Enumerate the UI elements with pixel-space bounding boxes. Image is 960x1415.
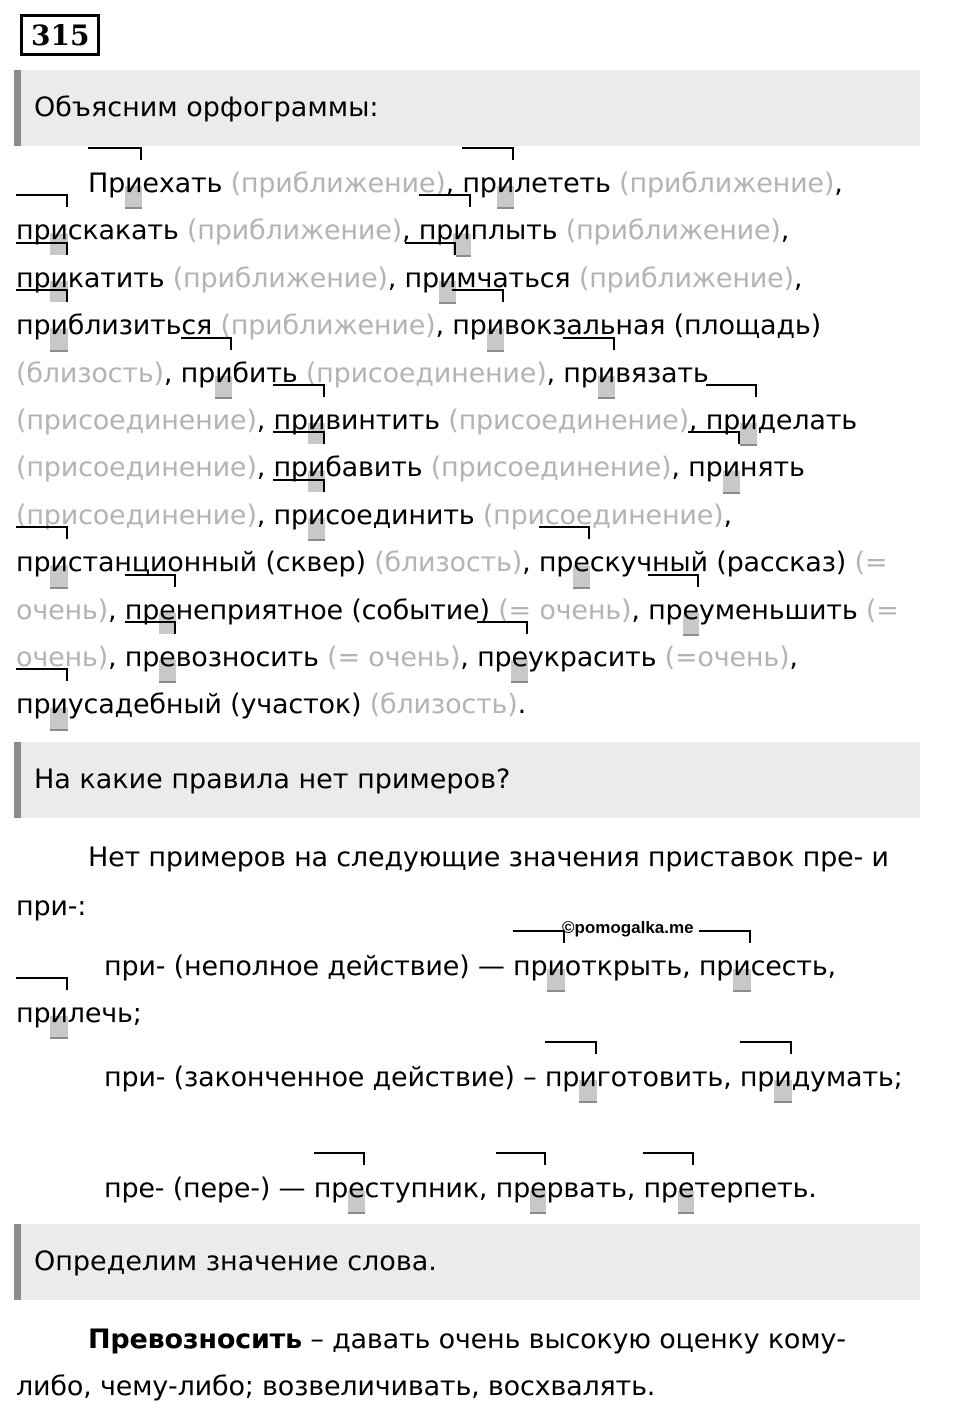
meaning-note: (=очень)	[656, 642, 790, 674]
highlighted-vowel: и	[50, 681, 67, 728]
highlighted-vowel: и	[308, 492, 325, 539]
prefix-word	[88, 160, 222, 207]
plain-text: ,	[107, 594, 125, 626]
prefix-start: пр	[739, 1062, 775, 1093]
meaning-note: (= очень)	[16, 547, 888, 626]
prefix-start: пр	[16, 998, 51, 1029]
meaning-note: (присоединение)	[422, 452, 672, 484]
prefix-start: пр	[477, 642, 512, 674]
word-rest: сесть	[750, 951, 828, 982]
plain-text: (событие)	[342, 594, 499, 626]
word-rest: неприятное	[175, 594, 343, 626]
prefix-start: пр	[513, 951, 548, 982]
plain-text: при- (законченное действие) –	[104, 1062, 545, 1093]
prefix-start: пр	[16, 215, 51, 247]
plain-text: ,	[682, 951, 699, 982]
word-rest: нять	[739, 452, 805, 484]
plain-text: ,	[445, 168, 463, 199]
prefix-word	[545, 1054, 723, 1101]
meaning-note: (приближение)	[178, 215, 402, 247]
plain-text: ,	[671, 452, 689, 484]
word-rest: плыть	[470, 215, 558, 247]
word-rest: скакать	[67, 215, 179, 247]
meaning-note: (приближение)	[164, 262, 388, 294]
prefix-word	[125, 634, 319, 681]
exercise-number: 315	[20, 14, 100, 56]
highlighted-vowel: и	[125, 160, 142, 207]
no-examples-text: Нет примеров на следующие значения приставок пре- и при-:	[16, 842, 889, 922]
plain-text: .	[517, 689, 526, 721]
plain-text: (участок)	[221, 689, 370, 721]
word-rest: готовить	[596, 1062, 724, 1093]
section-header-meaning: Определим значение слова.	[14, 1224, 920, 1300]
plain-text: ,	[789, 642, 798, 674]
plain-text: ;	[893, 1062, 903, 1093]
prefix-word	[699, 943, 828, 990]
meaning-note: (приближение)	[222, 168, 446, 199]
plain-text: ;	[132, 998, 142, 1029]
word-rest: возносить	[175, 642, 319, 674]
meaning-note: (приближение)	[557, 215, 781, 247]
prefix-start: Пр	[88, 168, 126, 199]
meaning-note: (= очень)	[318, 642, 461, 674]
highlighted-vowel: е	[678, 1165, 694, 1212]
plain-text: ,	[435, 310, 453, 342]
highlighted-vowel: и	[215, 350, 232, 397]
highlighted-vowel: е	[530, 1165, 546, 1212]
highlighted-vowel: и	[497, 160, 514, 207]
word-rest: соединить	[325, 499, 475, 531]
word-rest: вокзальная	[504, 310, 666, 342]
plain-text: ,	[827, 951, 836, 982]
plain-text: (рассказ)	[707, 547, 855, 579]
meaning-note: (приближение)	[570, 262, 794, 294]
prefix-word	[563, 350, 708, 397]
highlighted-vowel: и	[453, 207, 470, 254]
highlighted-vowel: и	[740, 397, 757, 444]
plain-text: ,	[626, 1173, 644, 1204]
plain-text: ,	[107, 642, 125, 674]
highlighted-vowel: е	[683, 587, 699, 634]
plain-text: ,	[478, 1173, 496, 1204]
prefix-word	[496, 1165, 627, 1212]
word-rest: ступник	[364, 1173, 479, 1204]
plain-text: ,	[723, 1062, 740, 1093]
highlighted-vowel: и	[487, 302, 504, 349]
meaning-note: (присоединение)	[297, 357, 547, 389]
definition-term: Превозносить	[88, 1324, 303, 1355]
prefix-start: пр	[273, 452, 308, 484]
word-rest: бить	[232, 357, 298, 389]
word-rest: близиться	[67, 310, 213, 342]
highlighted-vowel: е	[159, 634, 175, 681]
prefix-word	[477, 634, 656, 681]
plain-text: .	[808, 1173, 817, 1204]
highlighted-vowel: и	[308, 397, 325, 444]
plain-text: ,	[401, 215, 419, 247]
prefix-start: пр	[648, 594, 683, 626]
prefix-start: пр	[495, 1173, 531, 1204]
meaning-note: (присоединение)	[439, 405, 689, 437]
meaning-note: (= очень)	[498, 594, 632, 626]
plain-text: ,	[780, 215, 790, 247]
prefix-word	[452, 302, 665, 349]
highlighted-vowel: и	[50, 255, 67, 302]
meaning-note: (присоединение)	[16, 405, 257, 437]
meaning-note: (приближение)	[610, 168, 835, 199]
word-rest: лететь	[514, 168, 611, 199]
highlighted-vowel: и	[774, 1054, 791, 1101]
plain-text: ,	[387, 262, 405, 294]
plain-text: ,	[460, 642, 478, 674]
rule-incomplete-action	[16, 943, 934, 1037]
prefix-start: пр	[404, 262, 439, 294]
highlighted-vowel: и	[723, 444, 740, 491]
meaning-note: (близость)	[374, 547, 523, 579]
highlighted-vowel: е	[159, 587, 175, 634]
prefix-word	[16, 990, 133, 1037]
prefix-start: пр	[273, 499, 308, 531]
watermark: ©pomogalka.me	[562, 918, 694, 937]
plain-text: ,	[256, 405, 274, 437]
highlighted-vowel: и	[439, 255, 456, 302]
word-rest: делать	[757, 405, 857, 437]
word-rest: станционный	[67, 547, 257, 579]
section-header-spelling: Объясним орфограммы:	[14, 70, 920, 146]
highlighted-vowel: и	[50, 990, 67, 1037]
highlighted-vowel: е	[573, 539, 589, 586]
plain-text: ,	[688, 405, 706, 437]
plain-text: ,	[256, 499, 274, 531]
prefix-word	[740, 1054, 894, 1101]
prefix-start: пр	[452, 310, 487, 342]
highlighted-vowel: и	[50, 207, 67, 254]
no-examples-paragraph	[16, 833, 916, 931]
prefix-start: пр	[698, 951, 734, 982]
highlighted-vowel: е	[348, 1165, 364, 1212]
spelling-explanation-paragraph	[16, 160, 934, 729]
word-rest: скучный	[589, 547, 708, 579]
prefix-word	[273, 492, 474, 539]
word-rest: рвать	[546, 1173, 627, 1204]
prefix-start: пр	[462, 168, 497, 199]
meaning-note: (приближение)	[212, 310, 436, 342]
rule-completed-action	[16, 1054, 934, 1101]
prefix-start: пр	[538, 547, 574, 579]
prefix-start: пр	[705, 405, 741, 437]
prefix-start: пр	[124, 642, 160, 674]
prefix-start: пр	[16, 689, 51, 721]
rule-pere	[16, 1165, 934, 1212]
word-rest: уменьшить	[698, 594, 858, 626]
meaning-note: (= очень)	[16, 594, 899, 674]
plain-text: ,	[546, 357, 564, 389]
word-rest: украсить	[527, 642, 657, 674]
plain-text: ,	[163, 357, 181, 389]
meaning-note: (присоединение)	[16, 499, 257, 531]
prefix-start: пр	[313, 1173, 349, 1204]
prefix-start: пр	[688, 452, 723, 484]
plain-text: при- (неполное действие) —	[104, 951, 514, 982]
word-rest: ехать	[142, 168, 223, 199]
word-rest: открыть	[564, 951, 683, 982]
prefix-start: пр	[643, 1173, 678, 1204]
highlighted-vowel: и	[308, 444, 325, 491]
word-rest: терпеть	[694, 1173, 809, 1204]
highlighted-vowel: и	[579, 1054, 596, 1101]
highlighted-vowel: е	[511, 634, 527, 681]
meaning-note: (близость)	[16, 357, 164, 389]
prefix-word	[314, 1165, 479, 1212]
prefix-start: пр	[16, 262, 51, 294]
highlighted-vowel: и	[598, 350, 615, 397]
highlighted-vowel: и	[50, 539, 67, 586]
word-rest: катить	[67, 262, 165, 294]
prefix-word	[462, 160, 610, 207]
highlighted-vowel: и	[547, 943, 564, 990]
highlighted-vowel: и	[733, 943, 750, 990]
plain-text: (сквер)	[256, 547, 375, 579]
plain-text: ,	[793, 262, 803, 294]
section-header-rules: На какие правила нет примеров?	[14, 742, 920, 818]
prefix-start: пр	[16, 310, 51, 342]
word-rest: думать	[791, 1062, 894, 1093]
prefix-word	[688, 444, 805, 491]
prefix-start: пр	[16, 547, 51, 579]
word-rest: бавить	[325, 452, 423, 484]
prefix-word	[648, 587, 857, 634]
word-rest: усадебный	[67, 689, 222, 721]
word-rest: лечь	[67, 998, 133, 1029]
plain-text: (площадь)	[665, 310, 821, 342]
plain-text: ,	[256, 452, 274, 484]
plain-text: ,	[631, 594, 649, 626]
prefix-word	[643, 1165, 808, 1212]
plain-text: пре- (пере-) —	[104, 1173, 314, 1204]
prefix-word	[16, 681, 222, 728]
prefix-word	[513, 943, 682, 990]
prefix-start: пр	[563, 357, 598, 389]
word-rest: вязать	[615, 357, 709, 389]
plain-text: ,	[834, 168, 843, 199]
meaning-note: (присоединение)	[16, 452, 257, 484]
definition-text: – давать очень высокую оценку кому-либо, чему-либо; возвеличивать, восхвалять.	[16, 1324, 846, 1402]
word-rest: мчаться	[456, 262, 571, 294]
highlighted-vowel: и	[50, 302, 67, 349]
prefix-start: пр	[273, 405, 308, 437]
meaning-note: (присоединение)	[474, 499, 724, 531]
definition-paragraph	[16, 1316, 896, 1410]
plain-text: ,	[723, 499, 732, 531]
prefix-start: пр	[418, 215, 454, 247]
word-rest: винтить	[325, 405, 440, 437]
meaning-note: (близость)	[369, 689, 518, 721]
plain-text: ,	[522, 547, 539, 579]
prefix-start: пр	[544, 1062, 580, 1093]
prefix-start: пр	[180, 357, 216, 389]
prefix-start: пр	[124, 594, 160, 626]
